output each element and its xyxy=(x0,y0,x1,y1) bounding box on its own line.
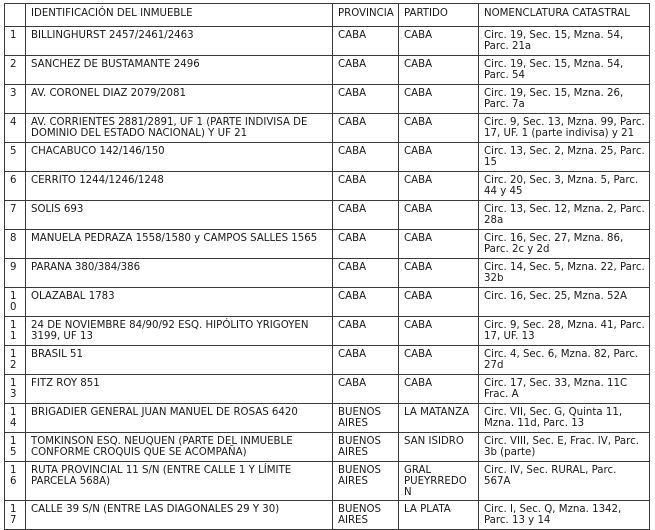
table-row xyxy=(5,85,650,114)
table-row xyxy=(5,462,650,501)
district: CABA xyxy=(399,56,479,85)
province: CABA xyxy=(333,346,399,375)
header-cadastral: NOMENCLATURA CATASTRAL xyxy=(479,4,650,27)
table-row xyxy=(5,501,650,530)
table-row xyxy=(5,375,650,404)
property-identification: 24 DE NOVIEMBRE 84/90/92 ESQ. HIPÓLITO YRIGOYEN 3199, UF 13 xyxy=(26,317,333,346)
row-index: 10 xyxy=(5,288,26,317)
province: CABA xyxy=(333,27,399,56)
table-row xyxy=(5,404,650,433)
row-index: 5 xyxy=(5,143,26,172)
row-index: 16 xyxy=(5,462,26,501)
property-identification: MANUELA PEDRAZA 1558/1580 y CAMPOS SALLES 1565 xyxy=(26,230,333,259)
row-index: 17 xyxy=(5,501,26,530)
district: CABA xyxy=(399,172,479,201)
row-index: 2 xyxy=(5,56,26,85)
district: CABA xyxy=(399,288,479,317)
property-identification: BILLINGHURST 2457/2461/2463 xyxy=(26,27,333,56)
province: CABA xyxy=(333,143,399,172)
cadastral-nomenclature: Circ. 17, Sec. 33, Mzna. 11C Frac. A xyxy=(479,375,650,404)
table-row xyxy=(5,433,650,462)
property-identification: CHACABUCO 142/146/150 xyxy=(26,143,333,172)
district: CABA xyxy=(399,346,479,375)
table-row xyxy=(5,201,650,230)
cadastral-nomenclature: Circ. 9, Sec. 28, Mzna. 41, Parc. 17, UF. 13 xyxy=(479,317,650,346)
property-identification: TOMKINSON ESQ. NEUQUEN (PARTE DEL INMUEBLE CONFORME CROQUIS QUE SE ACOMPAÑA) xyxy=(26,433,333,462)
row-index: 3 xyxy=(5,85,26,114)
province: CABA xyxy=(333,230,399,259)
header-identification: IDENTIFICACIÓN DEL INMUEBLE xyxy=(26,4,333,27)
province: CABA xyxy=(333,288,399,317)
property-table xyxy=(4,3,650,530)
cadastral-nomenclature: Circ. VII, Sec. G, Quinta 11, Mzna. 11d, Parc. 13 xyxy=(479,404,650,433)
table-body xyxy=(5,27,650,530)
cadastral-nomenclature: Circ. VIII, Sec. E, Frac. IV, Parc. 3b (parte) xyxy=(479,433,650,462)
table-row xyxy=(5,114,650,143)
district: CABA xyxy=(399,259,479,288)
cadastral-nomenclature: Circ. 9, Sec. 13, Mzna. 99, Parc. 17, UF. 1 (parte indivisa) y 21 xyxy=(479,114,650,143)
province: BUENOS AIRES xyxy=(333,501,399,530)
table-row xyxy=(5,317,650,346)
cadastral-nomenclature: Circ. IV, Sec. RURAL, Parc. 567A xyxy=(479,462,650,501)
province: CABA xyxy=(333,85,399,114)
header-province: PROVINCIA xyxy=(333,4,399,27)
cadastral-nomenclature: Circ. 19, Sec. 15, Mzna. 26, Parc. 7a xyxy=(479,85,650,114)
row-index: 7 xyxy=(5,201,26,230)
province: CABA xyxy=(333,114,399,143)
row-index: 4 xyxy=(5,114,26,143)
district: CABA xyxy=(399,375,479,404)
table-row xyxy=(5,172,650,201)
cadastral-nomenclature: Circ. 13, Sec. 2, Mzna. 25, Parc. 15 xyxy=(479,143,650,172)
row-index: 13 xyxy=(5,375,26,404)
district: CABA xyxy=(399,27,479,56)
row-index: 1 xyxy=(5,27,26,56)
property-identification: BRASIL 51 xyxy=(26,346,333,375)
table-row xyxy=(5,288,650,317)
table-row xyxy=(5,56,650,85)
cadastral-nomenclature: Circ. 13, Sec. 12, Mzna. 2, Parc. 28a xyxy=(479,201,650,230)
province: BUENOS AIRES xyxy=(333,433,399,462)
province: CABA xyxy=(333,259,399,288)
property-identification: FITZ ROY 851 xyxy=(26,375,333,404)
table-row xyxy=(5,230,650,259)
property-identification: PARANA 380/384/386 xyxy=(26,259,333,288)
row-index: 11 xyxy=(5,317,26,346)
table-row xyxy=(5,259,650,288)
row-index: 15 xyxy=(5,433,26,462)
table-row xyxy=(5,143,650,172)
district: LA PLATA xyxy=(399,501,479,530)
header-district: PARTIDO xyxy=(399,4,479,27)
document-page xyxy=(4,3,650,530)
district: CABA xyxy=(399,143,479,172)
district: CABA xyxy=(399,317,479,346)
property-identification: SOLIS 693 xyxy=(26,201,333,230)
province: CABA xyxy=(333,56,399,85)
cadastral-nomenclature: Circ. I, Sec. Q, Mzna. 1342, Parc. 13 y 14 xyxy=(479,501,650,530)
header-index xyxy=(5,4,26,27)
cadastral-nomenclature: Circ. 4, Sec. 6, Mzna. 82, Parc. 27d xyxy=(479,346,650,375)
row-index: 9 xyxy=(5,259,26,288)
district: CABA xyxy=(399,85,479,114)
district: CABA xyxy=(399,230,479,259)
cadastral-nomenclature: Circ. 14, Sec. 5, Mzna. 22, Parc. 32b xyxy=(479,259,650,288)
property-identification: RUTA PROVINCIAL 11 S/N (ENTRE CALLE 1 Y LÍMITE PARCELA 568A) xyxy=(26,462,333,501)
property-identification: AV. CORONEL DIAZ 2079/2081 xyxy=(26,85,333,114)
table-row xyxy=(5,346,650,375)
district: CABA xyxy=(399,201,479,230)
cadastral-nomenclature: Circ. 20, Sec. 3, Mzna. 5, Parc. 44 y 45 xyxy=(479,172,650,201)
row-index: 8 xyxy=(5,230,26,259)
province: BUENOS AIRES xyxy=(333,404,399,433)
cadastral-nomenclature: Circ. 16, Sec. 27, Mzna. 86, Parc. 2c y 2d xyxy=(479,230,650,259)
property-identification: BRIGADIER GENERAL JUAN MANUEL DE ROSAS 6420 xyxy=(26,404,333,433)
row-index: 14 xyxy=(5,404,26,433)
property-identification: CERRITO 1244/1246/1248 xyxy=(26,172,333,201)
district: LA MATANZA xyxy=(399,404,479,433)
province: BUENOS AIRES xyxy=(333,462,399,501)
province: CABA xyxy=(333,201,399,230)
property-identification: AV. CORRIENTES 2881/2891, UF 1 (PARTE INDIVISA DE DOMINIO DEL ESTADO NACIONAL) Y UF 21 xyxy=(26,114,333,143)
property-identification: CALLE 39 S/N (ENTRE LAS DIAGONALES 29 Y 30) xyxy=(26,501,333,530)
province: CABA xyxy=(333,375,399,404)
row-index: 6 xyxy=(5,172,26,201)
province: CABA xyxy=(333,172,399,201)
district: CABA xyxy=(399,114,479,143)
cadastral-nomenclature: Circ. 19, Sec. 15, Mzna. 54, Parc. 54 xyxy=(479,56,650,85)
district: GRAL PUEYRREDON xyxy=(399,462,479,501)
district: SAN ISIDRO xyxy=(399,433,479,462)
row-index: 12 xyxy=(5,346,26,375)
cadastral-nomenclature: Circ. 16, Sec. 25, Mzna. 52A xyxy=(479,288,650,317)
property-identification: OLAZABAL 1783 xyxy=(26,288,333,317)
header-row xyxy=(5,4,650,27)
property-identification: SANCHEZ DE BUSTAMANTE 2496 xyxy=(26,56,333,85)
province: CABA xyxy=(333,317,399,346)
table-row xyxy=(5,27,650,56)
cadastral-nomenclature: Circ. 19, Sec. 15, Mzna. 54, Parc. 21a xyxy=(479,27,650,56)
